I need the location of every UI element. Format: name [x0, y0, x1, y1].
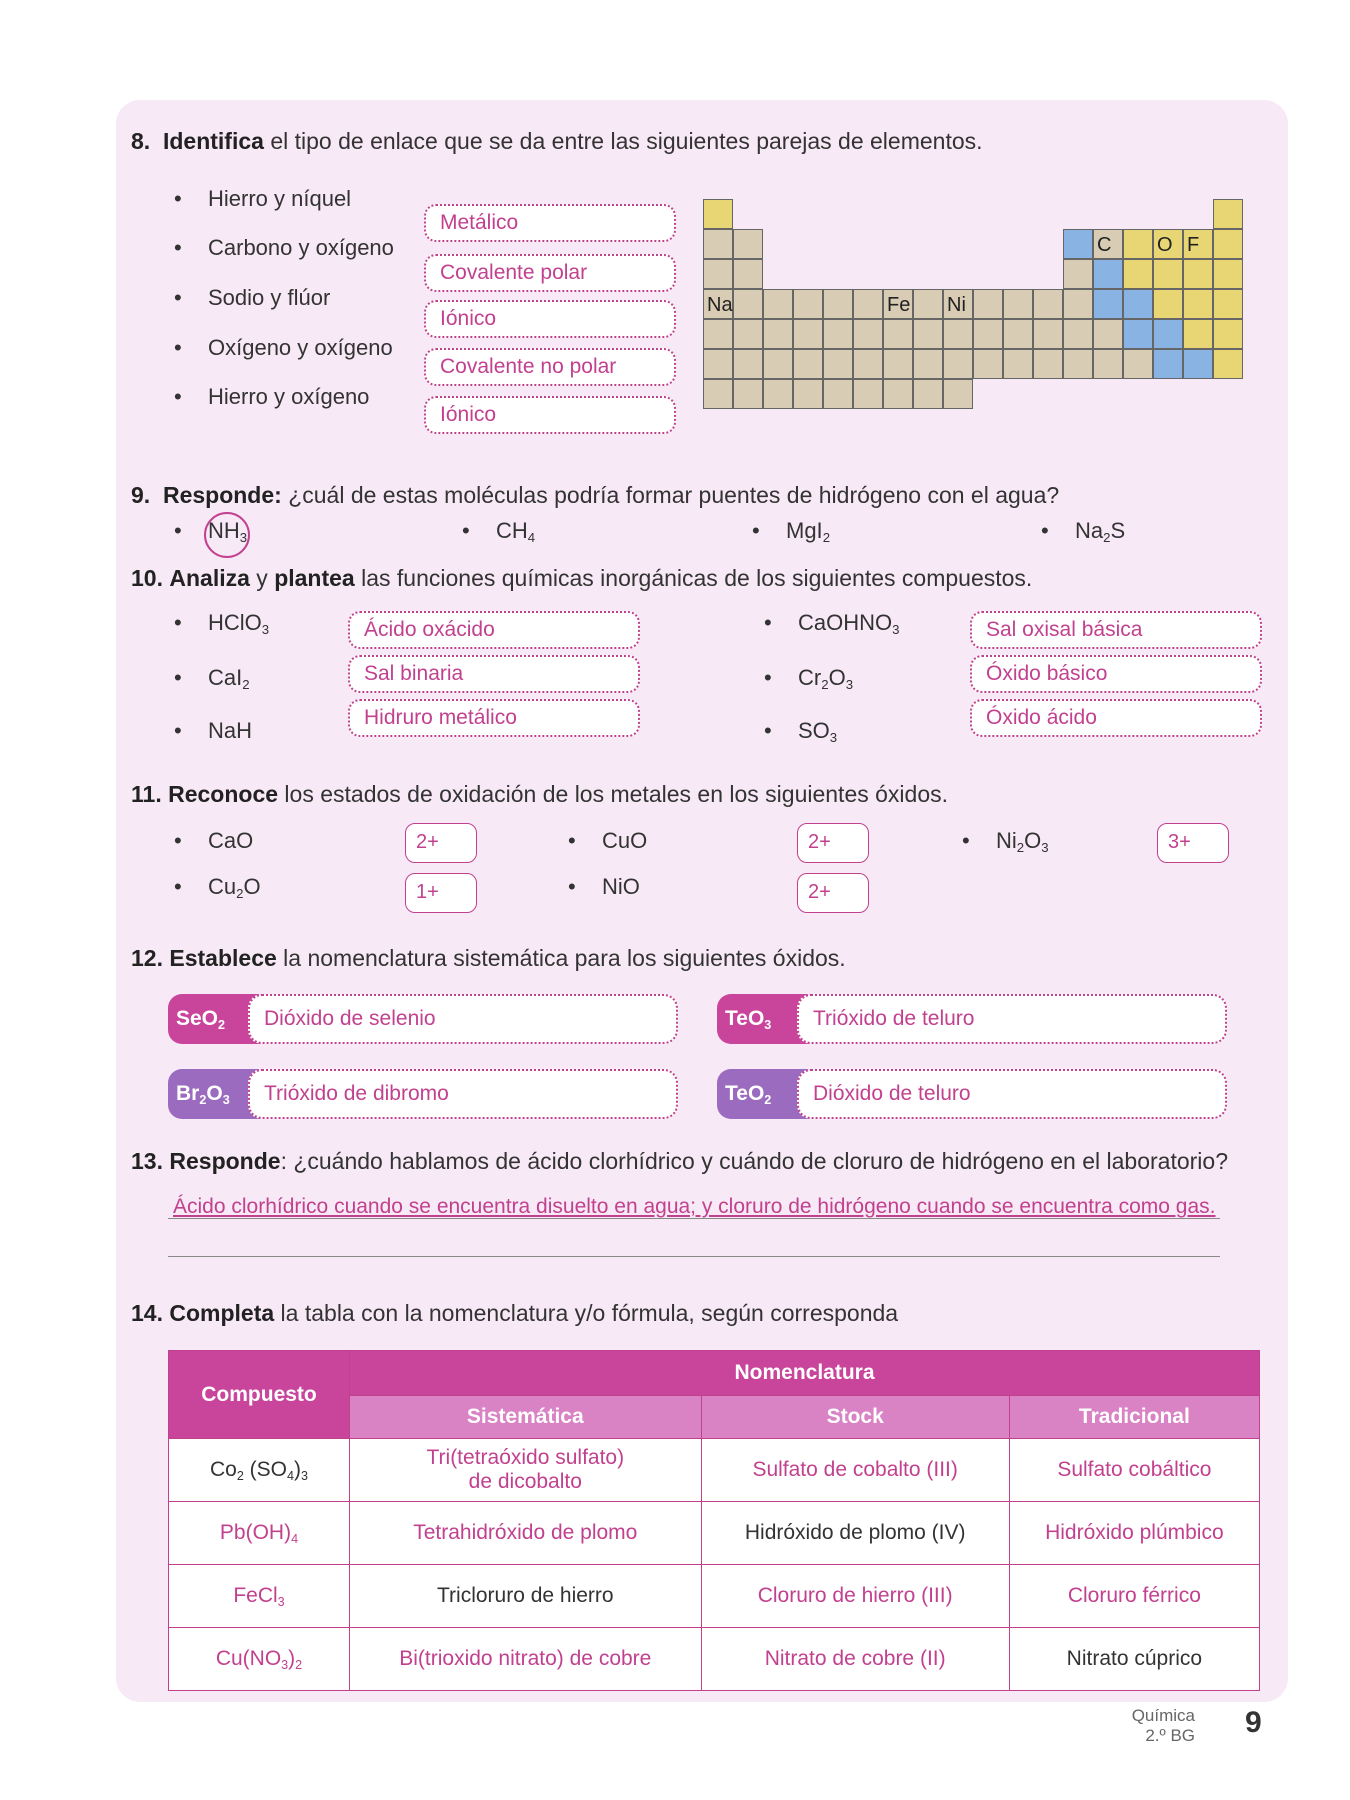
q11-oxide: • CuO: [602, 828, 647, 854]
question-13: 13. Responde: ¿cuándo hablamos de ácido clorhídrico y cuándo de cloruro de hidrógeno en el laboratorio?: [131, 1148, 1228, 1174]
answer-line: [168, 1218, 1220, 1219]
element-cell: [733, 349, 763, 379]
q12-answer[interactable]: Dióxido de teluro: [797, 1069, 1227, 1119]
q10-answer[interactable]: Óxido ácido: [970, 699, 1262, 737]
element-cell: [1003, 289, 1033, 319]
compound-cell: $Co_2$ $(SO_4)_3$: [169, 1439, 350, 1502]
question-9: 9. Responde: ¿cuál de estas moléculas podría formar puentes de hidrógeno con el agua?: [131, 482, 1060, 508]
q10-compound: • $Cr_2O_3$: [798, 665, 853, 692]
element-cell: [853, 379, 883, 409]
q9-option[interactable]: • $Na_2S$: [1075, 518, 1125, 545]
element-cell: [1123, 319, 1153, 349]
oxide-formula-label: SeO$_2$: [168, 994, 318, 1044]
q11-answer[interactable]: 2+: [797, 873, 869, 913]
element-cell: [913, 379, 943, 409]
oxide-formula-label: TeO$_3$: [717, 994, 867, 1044]
header-compuesto: Compuesto: [169, 1351, 350, 1439]
answer-line: [168, 1256, 1220, 1257]
element-cell: [973, 319, 1003, 349]
compound-cell[interactable]: FeCl$_3$: [169, 1565, 350, 1628]
element-cell: [853, 289, 883, 319]
selection-circle: [204, 512, 250, 558]
element-cell: [1093, 289, 1123, 319]
element-cell: [853, 319, 883, 349]
sistematica-cell: Tricloruro de hierro: [350, 1565, 702, 1628]
q10-compound: • CaI$_2$: [208, 665, 250, 692]
element-cell: [1123, 289, 1153, 319]
q10-compound: • $SO_3$: [798, 718, 837, 745]
element-cell: [1183, 289, 1213, 319]
header-stock: Stock: [701, 1396, 1009, 1439]
element-cell: [1183, 319, 1213, 349]
table-row: [169, 1628, 1260, 1691]
element-cell: [1183, 259, 1213, 289]
element-cell: [763, 319, 793, 349]
element-cell: [883, 349, 913, 379]
q11-answer[interactable]: 1+: [405, 873, 477, 913]
element-cell: [1153, 289, 1183, 319]
table-row: [169, 1565, 1260, 1628]
element-cell: [1153, 319, 1183, 349]
element-cell: [883, 319, 913, 349]
q12-answer[interactable]: Trióxido de dibromo: [248, 1069, 678, 1119]
q8-answer[interactable]: Iónico: [424, 300, 676, 338]
q10-answer[interactable]: Sal binaria: [348, 655, 640, 693]
q8-item: • Sodio y flúor: [208, 285, 330, 311]
stock-cell[interactable]: Nitrato de cobre (II): [701, 1628, 1009, 1691]
stock-cell[interactable]: Cloruro de hierro (III): [701, 1565, 1009, 1628]
element-cell-fe: Fe: [883, 289, 913, 319]
element-cell: [763, 349, 793, 379]
q12-answer[interactable]: Dióxido de selenio: [248, 994, 678, 1044]
element-cell: [1153, 349, 1183, 379]
element-cell: [703, 199, 733, 229]
element-cell: [943, 349, 973, 379]
element-cell: [1093, 259, 1123, 289]
q9-option-selected[interactable]: • $NH_3$: [208, 518, 247, 545]
q10-answer[interactable]: Ácido oxácido: [348, 611, 640, 649]
oxide-formula-label: $Br_2O_3$: [168, 1069, 318, 1119]
q11-oxide: • CaO: [208, 828, 253, 854]
element-cell: [793, 289, 823, 319]
q12-row: [168, 994, 678, 1044]
question-14: 14. Completa la tabla con la nomenclatura y/o fórmula, según corresponda: [131, 1300, 899, 1326]
q11-oxide: • $Cu_2O$: [208, 874, 261, 901]
q8-item: • Hierro y níquel: [208, 186, 351, 212]
element-cell: [1093, 319, 1123, 349]
element-cell: [1153, 259, 1183, 289]
q12-row: [717, 1069, 1227, 1119]
element-cell: [1123, 259, 1153, 289]
element-cell: [1123, 349, 1153, 379]
table-row: [169, 1502, 1260, 1565]
element-cell: [943, 319, 973, 349]
element-cell: [733, 289, 763, 319]
sistematica-cell[interactable]: Tetrahidróxido de plomo: [350, 1502, 702, 1565]
element-cell: [703, 349, 733, 379]
q12-answer[interactable]: Trióxido de teluro: [797, 994, 1227, 1044]
element-cell: [1063, 229, 1093, 259]
element-cell: [1183, 349, 1213, 379]
element-cell: [703, 379, 733, 409]
question-10: 10. Analiza y plantea las funciones químicas inorgánicas de los siguientes compuestos.: [131, 565, 1033, 591]
nomenclature-table: [168, 1350, 1260, 1691]
element-cell: [763, 379, 793, 409]
footer-grade: 2.º BG: [1145, 1726, 1195, 1745]
element-cell: [703, 229, 733, 259]
element-cell: [1063, 349, 1093, 379]
element-cell: [733, 229, 763, 259]
question-11: 11. Reconoce los estados de oxidación de los metales en los siguientes óxidos.: [131, 781, 949, 807]
element-cell: [1213, 349, 1243, 379]
element-cell: [1213, 259, 1243, 289]
q8-item: • Hierro y oxígeno: [208, 384, 369, 410]
element-cell: [703, 319, 733, 349]
q8-answer[interactable]: Metálico: [424, 204, 676, 242]
q11-oxide: • $Ni_2O_3$: [996, 828, 1049, 855]
element-cell: [1063, 259, 1093, 289]
q10-compound: • CaOHNO$_3$: [798, 610, 899, 637]
element-cell: [883, 379, 913, 409]
header-nomenclatura: Nomenclatura: [350, 1351, 1260, 1396]
element-cell-o: O: [1153, 229, 1183, 259]
sistematica-cell[interactable]: Bi(trioxido nitrato) de cobre: [350, 1628, 702, 1691]
compound-cell[interactable]: $Pb(OH)_4$: [169, 1502, 350, 1565]
element-cell: [763, 289, 793, 319]
q10-answer[interactable]: Óxido básico: [970, 655, 1262, 693]
q10-answer[interactable]: Sal oxisal básica: [970, 611, 1262, 649]
q11-answer[interactable]: 3+: [1157, 823, 1229, 863]
element-cell: [853, 349, 883, 379]
element-cell: [823, 379, 853, 409]
element-cell: [943, 379, 973, 409]
q10-answer[interactable]: Hidruro metálico: [348, 699, 640, 737]
element-cell: [973, 289, 1003, 319]
element-cell: [1033, 289, 1063, 319]
element-cell-ni: Ni: [943, 289, 973, 319]
tradicional-cell[interactable]: Cloruro férrico: [1009, 1565, 1259, 1628]
element-cell: [703, 259, 733, 289]
q8-answer[interactable]: Iónico: [424, 396, 676, 434]
element-cell: [1003, 349, 1033, 379]
stock-cell[interactable]: Sulfato de cobalto (III): [701, 1439, 1009, 1502]
element-cell: [733, 319, 763, 349]
q9-option[interactable]: • $CH_4$: [496, 518, 535, 545]
oxide-formula-label: TeO$_2$: [717, 1069, 867, 1119]
q11-oxide: • NiO: [602, 874, 640, 900]
table-row: [169, 1439, 1260, 1502]
footer-subject: Química: [1131, 1706, 1195, 1725]
header-sistematica: Sistemática: [350, 1396, 702, 1439]
element-cell: [823, 289, 853, 319]
element-cell: [1213, 319, 1243, 349]
stock-cell: Hidróxido de plomo (IV): [701, 1502, 1009, 1565]
element-cell: [823, 349, 853, 379]
compound-cell[interactable]: $Cu(NO_3)_2$: [169, 1628, 350, 1691]
page-number: 9: [1245, 1706, 1262, 1739]
q11-answer[interactable]: 2+: [797, 823, 869, 863]
tradicional-cell[interactable]: Hidróxido plúmbico: [1009, 1502, 1259, 1565]
element-cell: [1123, 229, 1153, 259]
element-cell: [973, 349, 1003, 379]
q11-answer[interactable]: 2+: [405, 823, 477, 863]
q10-compound: • HClO$_3$: [208, 610, 269, 637]
element-cell: [733, 259, 763, 289]
q8-item: • Carbono y oxígeno: [208, 235, 394, 261]
element-cell: [1213, 229, 1243, 259]
element-cell: [793, 379, 823, 409]
q9-option[interactable]: • MgI$_2$: [786, 518, 830, 545]
element-cell: [913, 349, 943, 379]
element-cell: [823, 319, 853, 349]
element-cell: [1063, 319, 1093, 349]
element-cell: [913, 289, 943, 319]
element-cell: [1063, 289, 1093, 319]
element-cell-na: Na: [703, 289, 733, 319]
question-8: 8. Identifica el tipo de enlace que se da entre las siguientes parejas de elementos.: [131, 128, 983, 154]
q10-compound: • NaH: [208, 718, 252, 744]
sistematica-cell[interactable]: Tri(tetraóxido sulfato) de dicobalto: [350, 1439, 702, 1502]
q12-row: [168, 1069, 678, 1119]
element-cell: [1033, 319, 1063, 349]
element-cell: [1033, 349, 1063, 379]
q8-answer[interactable]: Covalente polar: [424, 254, 676, 292]
element-cell: [1003, 319, 1033, 349]
tradicional-cell[interactable]: Sulfato cobáltico: [1009, 1439, 1259, 1502]
tradicional-cell: Nitrato cúprico: [1009, 1628, 1259, 1691]
element-cell-f: F: [1183, 229, 1213, 259]
element-cell-c: C: [1093, 229, 1123, 259]
element-cell: [793, 319, 823, 349]
question-12: 12. Establece la nomenclatura sistemática para los siguientes óxidos.: [131, 945, 846, 971]
element-cell: [913, 319, 943, 349]
element-cell: [1213, 199, 1243, 229]
element-cell: [793, 349, 823, 379]
element-cell: [1213, 289, 1243, 319]
q8-item: • Oxígeno y oxígeno: [208, 335, 393, 361]
element-cell: [1093, 349, 1123, 379]
header-tradicional: Tradicional: [1009, 1396, 1259, 1439]
element-cell: [733, 379, 763, 409]
q8-answer[interactable]: Covalente no polar: [424, 348, 676, 386]
q13-answer[interactable]: Ácido clorhídrico cuando se encuentra disuelto en agua; y cloruro de hidrógeno cuando se encuentra como gas.: [173, 1195, 1216, 1218]
q12-row: [717, 994, 1227, 1044]
